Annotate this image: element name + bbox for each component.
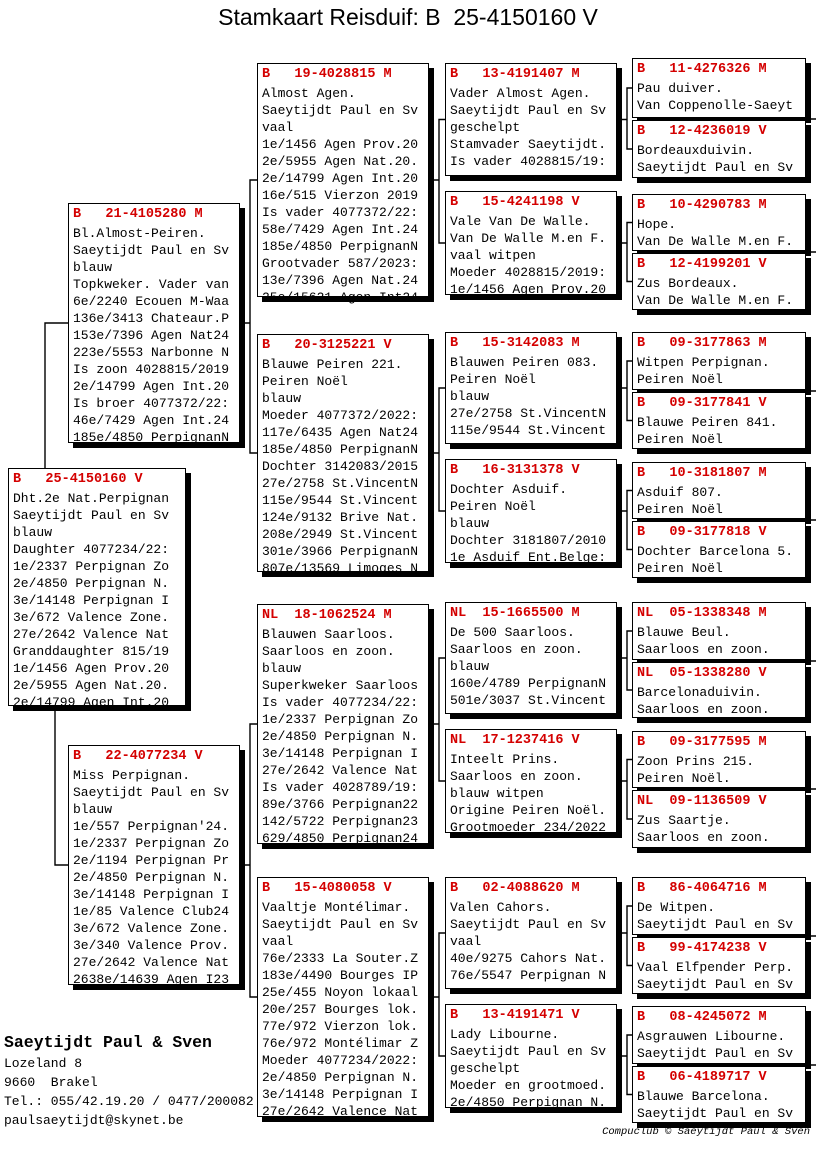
pedigree-text-line: 2e/14799 Agen Int.20	[73, 379, 230, 394]
pedigree-text-line: Granddaughter 815/19	[13, 644, 170, 659]
pedigree-text-line: 25e/15621 Agen Int24	[262, 290, 419, 305]
ring-number-header: B 11-4276326 M	[637, 62, 767, 77]
pedigree-text-line: 27e/2642 Valence Nat	[262, 1104, 419, 1119]
ring-number-header: B 20-3125221 V	[262, 338, 392, 353]
pedigree-text-line: Van Coppenolle-Saeyt	[637, 98, 794, 113]
ring-number-header: NL 05-1338280 V	[637, 666, 767, 681]
pedigree-text-line: Dochter Barcelona 5.	[637, 544, 794, 559]
pedigree-text-line: blauw	[450, 516, 490, 531]
pedigree-text-line: De 500 Saarloos.	[450, 625, 575, 640]
pedigree-text-line: Dochter 3181807/2010	[450, 533, 607, 548]
owner-phone: Tel.: 055/42.19.20 / 0477/200082	[4, 1094, 254, 1109]
pedigree-text-line: Is vader 4028815/19:	[450, 154, 607, 169]
ring-number-header: B 08-4245072 M	[637, 1010, 767, 1025]
pedigree-box-b16_3131378	[445, 459, 617, 563]
pedigree-text-line: 76e/972 Montélimar Z	[262, 1036, 419, 1051]
pedigree-text-line: Blauwen Saarloos.	[262, 627, 395, 642]
pedigree-box-b15_4080058	[257, 877, 429, 1117]
pedigree-text-line: Is broer 4077372/22:	[73, 396, 230, 411]
pedigree-text-line: 3e/340 Valence Prov.	[73, 938, 230, 953]
pedigree-text-line: Saeytijdt Paul en Sv	[73, 243, 230, 258]
pedigree-text-line: Zoon Prins 215.	[637, 754, 755, 769]
pedigree-text-line: Bordeauxduivin.	[637, 143, 755, 158]
pedigree-text-line: 27e/2642 Valence Nat	[73, 955, 230, 970]
pedigree-text-line: Vaal Elfpender Perp.	[637, 960, 794, 975]
pedigree-box-b15_4241198	[445, 191, 617, 295]
pedigree-box-b12_4199201	[632, 253, 806, 310]
pedigree-box-nl05_1338348	[632, 602, 806, 660]
pedigree-text-line: 2e/4850 Perpignan N.	[13, 576, 170, 591]
pedigree-text-line: Saeytijdt Paul en Sv	[450, 1044, 607, 1059]
pedigree-text-line: 6e/2240 Ecouen M-Waa	[73, 294, 230, 309]
pedigree-text-line: Dht.2e Nat.Perpignan	[13, 491, 170, 506]
pedigree-box-b15_3142083	[445, 332, 617, 444]
ring-number-header: B 86-4064716 M	[637, 881, 767, 896]
pedigree-text-line: 183e/4490 Bourges IP	[262, 968, 419, 983]
owner-address-city: 9660 Brakel	[4, 1075, 98, 1090]
pedigree-text-line: 40e/9275 Cahors Nat.	[450, 951, 607, 966]
pedigree-box-nl17_1237416	[445, 729, 617, 833]
ring-number-header: B 06-4189717 V	[637, 1070, 767, 1085]
pedigree-text-line: Blauwe Peiren 841.	[637, 415, 778, 430]
ring-number-header: B 09-3177818 V	[637, 525, 767, 540]
ring-number-header: B 12-4236019 V	[637, 124, 767, 139]
pedigree-text-line: Vale Van De Walle.	[450, 214, 591, 229]
pedigree-box-nl15_1665500	[445, 602, 617, 714]
pedigree-box-b09_3177595	[632, 731, 806, 788]
pedigree-text-line: Saeytijdt Paul en Sv	[637, 1106, 794, 1121]
ring-number-header: B 15-3142083 M	[450, 336, 580, 351]
owner-info	[4, 1032, 254, 1130]
pedigree-text-line: 208e/2949 St.Vincent	[262, 527, 419, 542]
pedigree-text-line: Moeder 4028815/2019:	[450, 265, 607, 280]
pedigree-text-line: vaal	[450, 934, 482, 949]
ring-number-header: B 10-4290783 M	[637, 198, 767, 213]
pedigree-text-line: Van De Walle M.en F.	[637, 234, 794, 249]
pedigree-text-line: Saeytijdt Paul en Sv	[637, 977, 794, 992]
pedigree-text-line: Valen Cahors.	[450, 900, 552, 915]
pedigree-text-line: Is vader 4028789/19:	[262, 780, 419, 795]
pedigree-box-b13_4191471	[445, 1004, 617, 1108]
pedigree-text-line: Superkweker Saarloos	[262, 678, 419, 693]
owner-email: paulsaeytijdt@skynet.be	[4, 1113, 184, 1128]
pedigree-text-line: Saeytijdt Paul en Sv	[262, 103, 419, 118]
pedigree-text-line: Peiren Noël	[450, 499, 536, 514]
pedigree-text-line: Barcelonaduivin.	[637, 685, 762, 700]
pedigree-text-line: 115e/9544 St.Vincent	[262, 493, 419, 508]
pedigree-text-line: Hope.	[637, 217, 677, 232]
pedigree-text-line: 1e/85 Valence Club24	[73, 904, 230, 919]
pedigree-text-line: Van De Walle M.en F.	[637, 293, 794, 308]
pedigree-text-line: 46e/7429 Agen Int.24	[73, 413, 230, 428]
pedigree-text-line: Grootvader 587/2023:	[262, 256, 419, 271]
ring-number-header: NL 09-1136509 V	[637, 794, 767, 809]
pedigree-text-line: 76e/2333 La Souter.Z	[262, 951, 419, 966]
pedigree-text-line: Saeytijdt Paul en Sv	[450, 917, 607, 932]
pedigree-text-line: Saarloos en zoon.	[262, 644, 395, 659]
ring-number-header: NL 17-1237416 V	[450, 733, 580, 748]
pedigree-text-line: Peiren Noël	[637, 561, 723, 576]
pedigree-box-b10_4290783	[632, 194, 806, 251]
pedigree-text-line: 3e/14148 Perpignan I	[262, 1087, 419, 1102]
pedigree-text-line: Saarloos en zoon.	[637, 642, 770, 657]
pedigree-text-line: Almost Agen.	[262, 86, 356, 101]
pedigree-text-line: geschelpt	[450, 1061, 521, 1076]
pedigree-text-line: Zus Bordeaux.	[637, 276, 739, 291]
pedigree-text-line: 117e/6435 Agen Nat24	[262, 425, 419, 440]
ring-number-header: B 99-4174238 V	[637, 941, 767, 956]
pedigree-text-line: Dochter Asduif.	[450, 482, 568, 497]
pedigree-box-subject	[8, 468, 186, 710]
pedigree-text-line: Zus Saartje.	[637, 813, 731, 828]
pedigree-text-line: Saeytijdt Paul en Sv	[262, 917, 419, 932]
pedigree-text-line: Is vader 4077372/22:	[262, 205, 419, 220]
pedigree-text-line: 13e/7396 Agen Nat.24	[262, 273, 419, 288]
ring-number-header: NL 15-1665500 M	[450, 606, 580, 621]
pedigree-text-line: Peiren Noël	[637, 372, 723, 387]
pedigree-text-line: Asduif 807.	[637, 485, 723, 500]
pedigree-text-line: 629/4850 Perpignan24	[262, 831, 419, 846]
pedigree-text-line: 1e/1456 Agen Prov.20	[450, 282, 607, 297]
pedigree-text-line: 142/5722 Perpignan23	[262, 814, 419, 829]
pedigree-box-b20_3125221	[257, 334, 429, 576]
ring-number-header: B 13-4191471 V	[450, 1008, 580, 1023]
pedigree-text-line: Grootmoeder 234/2022	[450, 820, 607, 835]
pedigree-text-line: Miss Perpignan.	[73, 768, 191, 783]
pedigree-text-line: Saeytijdt Paul en Sv	[637, 917, 794, 932]
ring-number-header: B 22-4077234 V	[73, 749, 203, 764]
pedigree-text-line: Pau duiver.	[637, 81, 723, 96]
pedigree-text-line: 3e/14148 Perpignan I	[13, 593, 170, 608]
ring-number-header: B 09-3177863 M	[637, 336, 767, 351]
pedigree-text-line: 301e/3966 PerpignanN	[262, 544, 419, 559]
pedigree-text-line: Blauwe Barcelona.	[637, 1089, 770, 1104]
pedigree-box-b06_4189717	[632, 1066, 806, 1123]
pedigree-text-line: 89e/3766 Perpignan22	[262, 797, 419, 812]
ring-number-header: NL 18-1062524 M	[262, 608, 392, 623]
pedigree-text-line: 1e/2337 Perpignan Zo	[73, 836, 230, 851]
pedigree-text-line: 3e/672 Valence Zone.	[73, 921, 230, 936]
ring-number-header: B 02-4088620 M	[450, 881, 580, 896]
pedigree-text-line: 27e/2642 Valence Nat	[13, 627, 170, 642]
pedigree-text-line: De Witpen.	[637, 900, 716, 915]
pedigree-text-line: 1e/2337 Perpignan Zo	[262, 712, 419, 727]
pedigree-text-line: Saarloos en zoon.	[450, 642, 583, 657]
ring-number-header: B 25-4150160 V	[13, 472, 143, 487]
pedigree-text-line: 115e/9544 St.Vincent	[450, 423, 607, 438]
ring-number-header: NL 05-1338348 M	[637, 606, 767, 621]
pedigree-text-line: vaal	[262, 120, 294, 135]
pedigree-text-line: 3e/672 Valence Zone.	[13, 610, 170, 625]
pedigree-text-line: 2e/4850 Perpignan N.	[262, 1070, 419, 1085]
pedigree-text-line: Saeytijdt Paul en Sv	[73, 785, 230, 800]
page-title: Stamkaart Reisduif: B 25-4150160 V	[218, 4, 598, 30]
pedigree-text-line: 160e/4789 PerpignanN	[450, 676, 607, 691]
pedigree-text-line: 16e/515 Vierzon 2019	[262, 188, 419, 203]
pedigree-text-line: Origine Peiren Noël.	[450, 803, 607, 818]
pedigree-text-line: Moeder 4077372/2022:	[262, 408, 419, 423]
pedigree-text-line: 501e/3037 St.Vincent	[450, 693, 607, 708]
pedigree-box-b13_4191407	[445, 63, 617, 176]
pedigree-box-b02_4088620	[445, 877, 617, 989]
credit-line: Compuclub © Saeytijdt Paul & Sven	[602, 1126, 810, 1138]
pedigree-box-b08_4245072	[632, 1006, 806, 1064]
pedigree-text-line: blauw	[73, 802, 113, 817]
pedigree-box-b09_3177863	[632, 332, 806, 390]
pedigree-text-line: blauw	[450, 659, 490, 674]
ring-number-header: B 15-4241198 V	[450, 195, 580, 210]
ring-number-header: B 09-3177595 M	[637, 735, 767, 750]
pedigree-box-nl05_1338280	[632, 662, 806, 718]
pedigree-text-line: Lady Libourne.	[450, 1027, 560, 1042]
pedigree-box-b10_3181807	[632, 462, 806, 519]
pedigree-text-line: 2e/14799 Agen Int.20	[262, 171, 419, 186]
pedigree-text-line: blauw	[262, 661, 302, 676]
pedigree-text-line: blauw	[450, 389, 490, 404]
pedigree-text-line: Asgrauwen Libourne.	[637, 1029, 786, 1044]
pedigree-text-line: 136e/3413 Chateaur.P	[73, 311, 230, 326]
pedigree-text-line: 2e/4850 Perpignan N.	[450, 1095, 607, 1110]
pedigree-text-line: Peiren Noël	[637, 502, 723, 517]
pedigree-text-line: 2e/4850 Perpignan N.	[262, 729, 419, 744]
pedigree-text-line: Is zoon 4028815/2019	[73, 362, 230, 377]
pedigree-box-b11_4276326	[632, 58, 806, 118]
pedigree-text-line: vaal	[262, 934, 294, 949]
pedigree-box-b86_4064716	[632, 877, 806, 935]
pedigree-text-line: 2638e/14639 Agen I23	[73, 972, 230, 987]
pedigree-box-b19_4028815	[257, 63, 429, 305]
pedigree-text-line: 1e/1456 Agen Prov.20	[13, 661, 170, 676]
pedigree-text-line: 185e/4850 PerpignanN	[262, 442, 419, 457]
ring-number-header: B 13-4191407 M	[450, 67, 580, 82]
pedigree-text-line: 3e/14148 Perpignan I	[262, 746, 419, 761]
pedigree-text-line: Inteelt Prins.	[450, 752, 560, 767]
pedigree-text-line: 185e/4850 PerpignanN	[262, 239, 419, 254]
pedigree-text-line: 124e/9132 Brive Nat.	[262, 510, 419, 525]
pedigree-box-b09_3177818	[632, 521, 806, 578]
pedigree-text-line: Saarloos en zoon.	[450, 769, 583, 784]
pedigree-text-line: 2e/14799 Agen Int.20	[13, 695, 170, 710]
pedigree-text-line: Peiren Noël.	[637, 771, 731, 786]
pedigree-text-line: Peiren Noël	[450, 372, 536, 387]
pedigree-text-line: 27e/2758 St.VincentN	[262, 476, 419, 491]
pedigree-text-line: Daughter 4077234/22:	[13, 542, 170, 557]
pedigree-text-line: 223e/5553 Narbonne N	[73, 345, 230, 360]
pedigree-text-line: Saeytijdt Paul en Sv	[450, 103, 607, 118]
ring-number-header: B 21-4105280 M	[73, 207, 203, 222]
pedigree-text-line: 1e/1456 Agen Prov.20	[262, 137, 419, 152]
pedigree-text-line: Witpen Perpignan.	[637, 355, 770, 370]
pedigree-box-b21_4105280	[68, 203, 240, 443]
pedigree-text-line: Van De Walle M.en F.	[450, 231, 607, 246]
pedigree-text-line: blauw	[73, 260, 113, 275]
pedigree-text-line: Is vader 4077234/22:	[262, 695, 419, 710]
pedigree-text-line: 1e/2337 Perpignan Zo	[13, 559, 170, 574]
pedigree-text-line: Moeder en grootmoed.	[450, 1078, 607, 1093]
ring-number-header: B 10-3181807 M	[637, 466, 767, 481]
ring-number-header: B 19-4028815 M	[262, 67, 392, 82]
pedigree-box-b12_4236019	[632, 120, 806, 178]
owner-name: Saeytijdt Paul & Sven	[4, 1033, 212, 1052]
pedigree-text-line: Saarloos en zoon.	[637, 830, 770, 845]
pedigree-text-line: 153e/7396 Agen Nat24	[73, 328, 230, 343]
pedigree-text-line: 27e/2642 Valence Nat	[262, 763, 419, 778]
pedigree-box-nl09_1136509	[632, 790, 806, 848]
pedigree-text-line: 58e/7429 Agen Int.24	[262, 222, 419, 237]
pedigree-text-line: Blauwen Peiren 083.	[450, 355, 599, 370]
pedigree-text-line: 185e/4850 PerpignanN	[73, 430, 230, 445]
pedigree-text-line: 77e/972 Vierzon lok.	[262, 1019, 419, 1034]
pedigree-text-line: Saeytijdt Paul en Sv	[13, 508, 170, 523]
pedigree-text-line: Saeytijdt Paul en Sv	[637, 1046, 794, 1061]
pedigree-text-line: 27e/2758 St.VincentN	[450, 406, 607, 421]
pedigree-box-nl18_1062524	[257, 604, 429, 844]
pedigree-text-line: blauw	[262, 391, 302, 406]
pedigree-text-line: 2e/5955 Agen Nat.20.	[13, 678, 170, 693]
pedigree-text-line: blauw	[13, 525, 53, 540]
ring-number-header: B 16-3131378 V	[450, 463, 580, 478]
pedigree-box-b09_3177841	[632, 392, 806, 449]
ring-number-header: B 09-3177841 V	[637, 396, 767, 411]
pedigree-text-line: Peiren Noël	[637, 432, 723, 447]
pedigree-text-line: 20e/257 Bourges lok.	[262, 1002, 419, 1017]
pedigree-text-line: 1e/557 Perpignan'24.	[73, 819, 230, 834]
pedigree-text-line: blauw witpen	[450, 786, 544, 801]
pedigree-text-line: 807e/13569 Limoges N	[262, 561, 419, 576]
pedigree-box-b99_4174238	[632, 937, 806, 994]
pedigree-text-line: Saeytijdt Paul en Sv	[637, 160, 794, 175]
pedigree-text-line: Blauwe Beul.	[637, 625, 731, 640]
pedigree-text-line: Vader Almost Agen.	[450, 86, 591, 101]
pedigree-text-line: 25e/455 Noyon lokaal	[262, 985, 419, 1000]
pedigree-text-line: geschelpt	[450, 120, 521, 135]
pedigree-text-line: vaal witpen	[450, 248, 536, 263]
pedigree-text-line: 2e/5955 Agen Nat.20.	[262, 154, 419, 169]
pedigree-text-line: 2e/4850 Perpignan N.	[73, 870, 230, 885]
pedigree-text-line: 76e/5547 Perpignan N	[450, 968, 607, 983]
pedigree-text-line: Dochter 3142083/2015	[262, 459, 419, 474]
pedigree-text-line: Topkweker. Vader van	[73, 277, 230, 292]
pedigree-text-line: Peiren Noël	[262, 374, 348, 389]
pedigree-text-line: Saarloos en zoon.	[637, 702, 770, 717]
ring-number-header: B 12-4199201 V	[637, 257, 767, 272]
pedigree-box-b22_4077234	[68, 745, 240, 985]
pedigree-text-line: Vaaltje Montélimar.	[262, 900, 411, 915]
pedigree-text-line: 1e Asduif Ent.Belge:	[450, 550, 607, 565]
pedigree-text-line: 2e/1194 Perpignan Pr	[73, 853, 230, 868]
pedigree-text-line: 3e/14148 Perpignan I	[73, 887, 230, 902]
pedigree-text-line: Stamvader Saeytijdt.	[450, 137, 607, 152]
ring-number-header: B 15-4080058 V	[262, 881, 392, 896]
pedigree-text-line: Moeder 4077234/2022:	[262, 1053, 419, 1068]
owner-address-street: Lozeland 8	[4, 1056, 83, 1071]
pedigree-text-line: Bl.Almost-Peiren.	[73, 226, 206, 241]
pedigree-text-line: Blauwe Peiren 221.	[262, 357, 403, 372]
